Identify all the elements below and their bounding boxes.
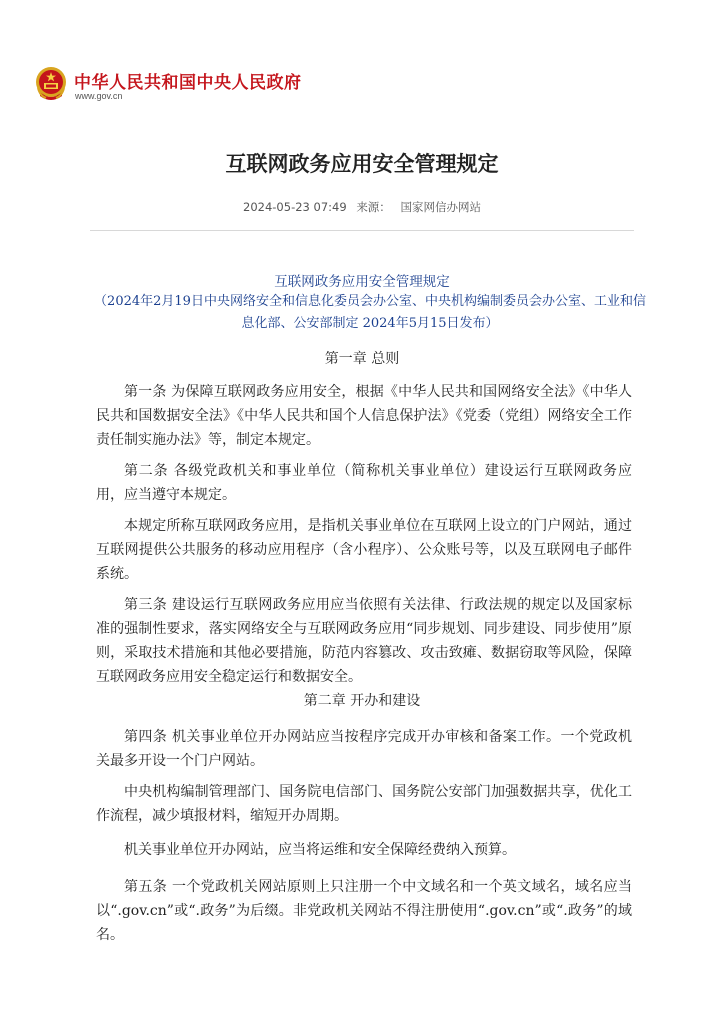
publish-date: 2024-05-23 07:49: [243, 200, 347, 214]
national-emblem-icon[interactable]: [34, 66, 68, 102]
article-meta: [0, 199, 724, 215]
paragraph: 第五条 一个党政机关网站原则上只注册一个中文域名和一个英文域名，域名应当以“.gov.cn”或“.政务”为后缀。非党政机关网站不得注册使用“.gov.cn”或“.政务”的域名。: [96, 879, 632, 943]
divider: [90, 230, 634, 231]
paragraph: 机关事业单位开办网站，应当将运维和安全保障经费纳入预算。: [124, 842, 516, 858]
paragraph: 第三条 建设运行互联网政务应用应当依照有关法律、行政法规的规定以及国家标准的强制性要求，落实网络安全与互联网政务应用“同步规划、同步建设、同步使用”原则，采取技术措施和其他必要措施，防范内容篡改、攻击致瘫、数据窃取等风险，保障互联网政务应用安全稳定运行和数据安全。: [96, 597, 632, 685]
paragraph: 第二条 各级党政机关和事业单位（简称机关事业单位）建设运行互联网政务应用，应当遵守本规定。: [96, 463, 632, 503]
article-title: 互联网政务应用安全管理规定: [225, 152, 499, 176]
source-label: 来源：: [356, 200, 391, 214]
paragraph: 中央机构编制管理部门、国务院电信部门、国务院公安部门加强数据共享，优化工作流程，减少填报材料，缩短开办周期。: [96, 784, 632, 824]
site-header: [28, 62, 708, 108]
document-title: 互联网政务应用安全管理规定: [274, 274, 450, 290]
paragraph: 本规定所称互联网政务应用，是指机关事业单位在互联网上设立的门户网站，通过互联网提供公共服务的移动应用程序（含小程序）、公众账号等，以及互联网电子邮件系统。: [96, 518, 632, 582]
chapter-heading: 第一章 总则: [324, 351, 400, 367]
paragraph: 第四条 机关事业单位开办网站应当按程序完成开办审核和备案工作。一个党政机关最多开设一个门户网站。: [96, 729, 632, 769]
source-name: 国家网信办网站: [400, 200, 481, 214]
site-name[interactable]: 中华人民共和国中央人民政府: [74, 73, 302, 93]
document-issue-note: （2024年2月19日中央网络安全和信息化委员会办公室、中央机构编制委员会办公室、工业和信息化部、公安部制定 2024年5月15日发布）: [94, 294, 646, 331]
site-url[interactable]: www.gov.cn: [75, 91, 123, 101]
chapter-heading: 第二章 开办和建设: [303, 693, 421, 709]
paragraph: 第一条 为保障互联网政务应用安全，根据《中华人民共和国网络安全法》《中华人民共和国数据安全法》《中华人民共和国个人信息保护法》《党委（党组）网络安全工作责任制实施办法》等，制定本规定。: [96, 384, 632, 448]
